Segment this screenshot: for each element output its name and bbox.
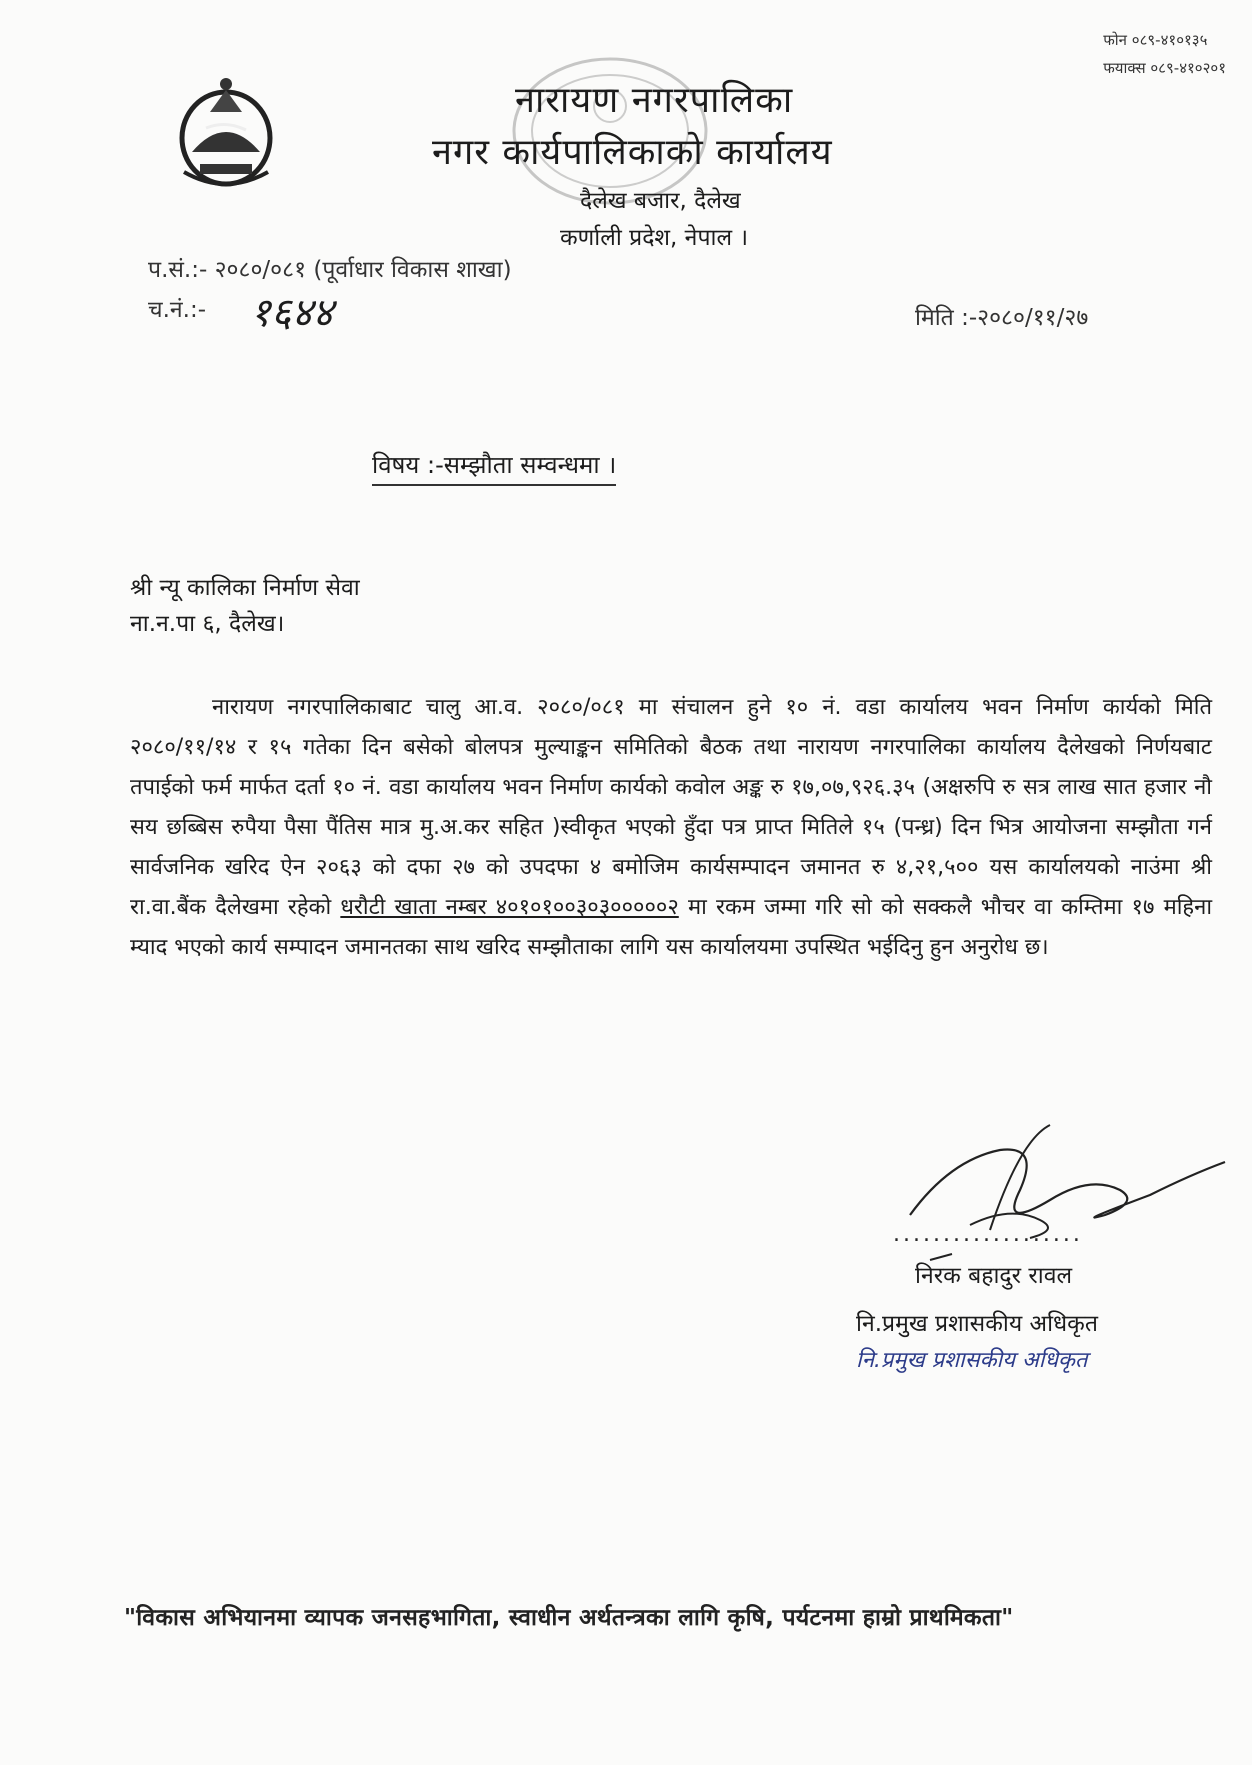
contact-block bbox=[1103, 26, 1226, 82]
recipient-name: श्री न्यू कालिका निर्माण सेवा bbox=[130, 575, 360, 601]
patra-sankhya: प.सं.:- २०८०/०८१ (पूर्वाधार विकास शाखा) bbox=[148, 257, 512, 283]
signer-name: निरक बहादुर रावल bbox=[915, 1263, 1073, 1289]
letter-date: मिति :-२०८०/११/२७ bbox=[915, 305, 1089, 331]
body-text-part2: मा रकम जम्मा गरि सो को सक्कलै भौचर वा कम्तिमा १७ महिना म्याद भएको कार्य सम्पादन जमानतका साथ खरिद सम्झौताका लागि यस कार्यालयमा उपस्थित भईदिनु हुन अनुरोध छ। bbox=[130, 895, 1213, 960]
footer-motto: "विकास अभियानमा व्यापक जनसहभागिता, स्वाधीन अर्थतन्त्रका लागि कृषि, पर्यटनमा हाम्रो प्राथमिकता" bbox=[124, 1605, 1014, 1631]
letter-body bbox=[130, 688, 1212, 968]
office-subtitle: नगर कार्यपालिकाको कार्यालय bbox=[432, 132, 833, 173]
recipient-address: ना.न.पा ६, दैलेख। bbox=[130, 611, 285, 637]
nepal-emblem-icon bbox=[170, 72, 282, 198]
phone-number: फोन ०८९-४१०१३५ bbox=[1103, 31, 1208, 49]
body-text-part1: नारायण नगरपालिकाबाट चालु आ.व. २०८०/०८१ मा संचालन हुने १० नं. वडा कार्यालय भवन निर्माण कार्यको मिति २०८०/११/१४ र १५ गतेका दिन बसेको बोलपत्र मुल्याङ्कन समितिको बैठक तथा नारायण नगरपालिका कार्यालय दैलेखको निर्णयबाट तपाईको फर्म मार्फत दर्ता १० नं. वडा कार्यालय भवन निर्माण कार्यको कवोल अङ्क रु १७,०७,९२६.३५ (अक्षरुपि रु सत्र लाख सात हजार नौ सय छब्बिस रुपैया पैसा पैंतिस मात्र मु.अ.कर सहित )स्वीकृत भएको हुँदा पत्र प्राप्त मितिले १५ (पन्ध्र) दिन भित्र आयोजना सम्झौता गर्न सार्वजनिक खरिद ऐन २०६३ को दफा २७ को उपदफा ४ बमोजिम कार्यसम्पादन जमानत रु ४,२१,५०० यस कार्यालयको नाउंमा श्री रा.वा.बैंक दैलेखमा रहेको bbox=[130, 695, 1212, 920]
chalani-number: १६४४ bbox=[250, 290, 334, 336]
deposit-account-number: धरौटी खाता नम्बर ४०१०१००३०३०००००२ bbox=[340, 895, 679, 920]
designation-stamp: नि.प्रमुख प्रशासकीय अधिकृत bbox=[856, 1348, 1088, 1373]
signer-designation: नि.प्रमुख प्रशासकीय अधिकृत bbox=[856, 1311, 1098, 1337]
fax-number: फयाक्स ०८९-४१०२०१ bbox=[1103, 59, 1226, 77]
handwritten-signature-icon bbox=[890, 1120, 1230, 1270]
chalani-label: च.नं.:- bbox=[148, 297, 207, 323]
subject-line: विषय :-सम्झौता सम्वन्धमा । bbox=[372, 448, 616, 486]
signature-dots: ................... bbox=[893, 1222, 1083, 1247]
address-line-1: दैलेख बजार, दैलेख bbox=[580, 188, 741, 214]
office-name: नारायण नगरपालिका bbox=[515, 80, 794, 121]
address-line-2: कर्णाली प्रदेश, नेपाल । bbox=[560, 225, 749, 251]
